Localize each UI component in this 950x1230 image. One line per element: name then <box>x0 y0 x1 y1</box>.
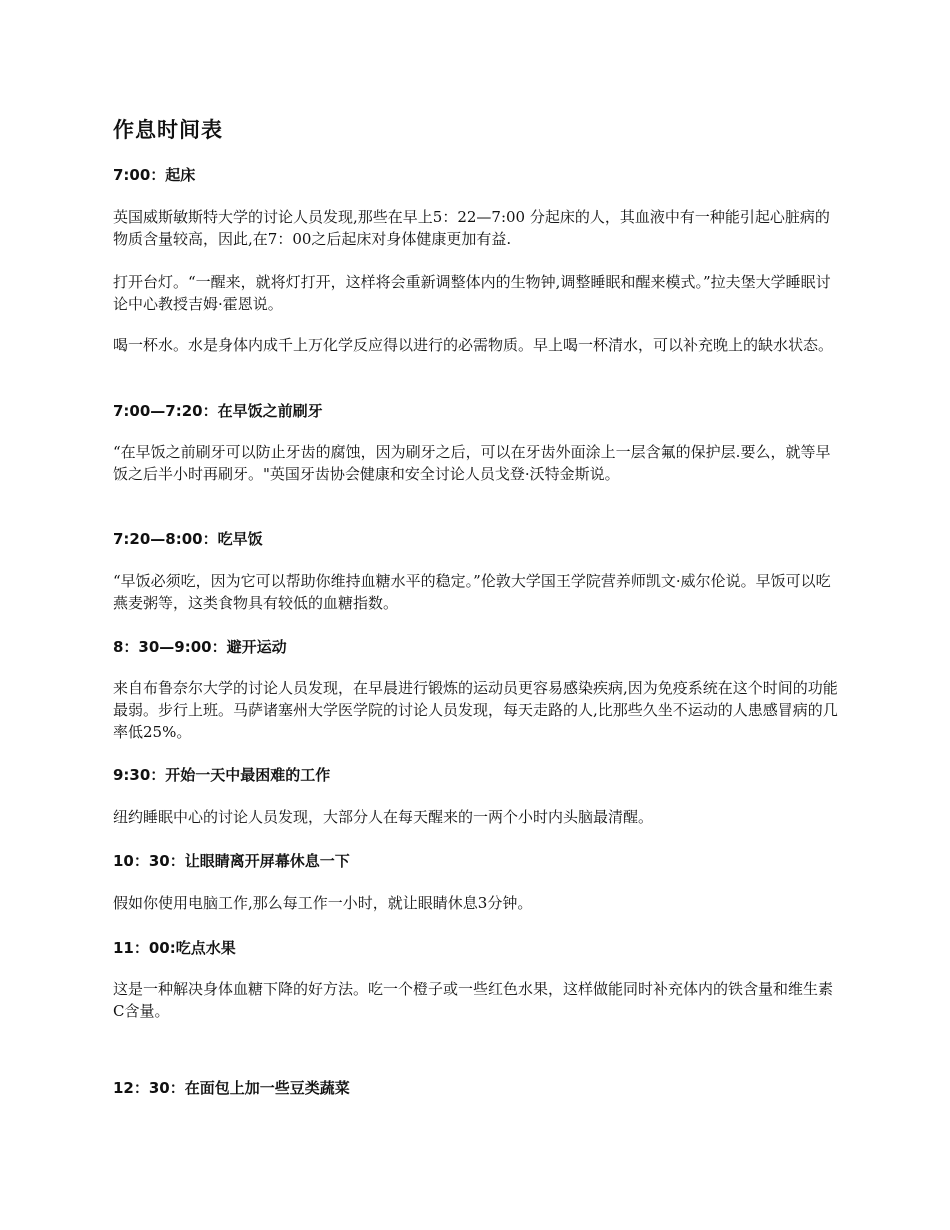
paragraph: 假如你使用电脑工作,那么每工作一小时，就让眼睛休息3分钟。 <box>113 894 533 912</box>
paragraph: “在早饭之前刷牙可以防止牙齿的腐蚀，因为刷牙之后，可以在牙齿外面涂上一层含氟的保护层.要么，就等早饭之后半小时再刷牙。"英国牙齿协会健康和安全讨论人员戈登·沃特金斯说。 <box>113 443 831 483</box>
section-heading: 9:30：开始一天中最困难的工作 <box>113 766 331 784</box>
section-heading: 8：30—9:00：避开运动 <box>113 638 287 656</box>
section-heading: 7:00—7:20：在早饭之前刷牙 <box>113 402 323 420</box>
paragraph: 英国威斯敏斯特大学的讨论人员发现,那些在早上5：22—7:00 分起床的人，其血液中有一种能引起心脏病的物质含量较高，因此,在7：00之后起床对身体健康更加有益. <box>113 208 830 248</box>
section-heading: 12：30：在面包上加一些豆类蔬菜 <box>113 1079 350 1097</box>
paragraph: “早饭必须吃，因为它可以帮助你维持血糖水平的稳定。”伦敦大学国王学院营养师凯文·威尔伦说。早饭可以吃燕麦粥等，这类食物具有较低的血糖指数。 <box>113 572 831 612</box>
paragraph: 来自布鲁奈尔大学的讨论人员发现，在早晨进行锻炼的运动员更容易感染疾病,因为免疫系统在这个时间的功能最弱。步行上班。马萨诸塞州大学医学院的讨论人员发现，每天走路的人,比那些久坐不运动的人患感冒病的几率低25%。 <box>113 679 838 741</box>
section-heading: 7:20—8:00：吃早饭 <box>113 530 263 548</box>
section-heading: 11：00:吃点水果 <box>113 939 236 957</box>
document-title: 作息时间表 <box>113 118 223 142</box>
paragraph: 打开台灯。“一醒来，就将灯打开，这样将会重新调整体内的生物钟,调整睡眠和醒来模式。”拉夫堡大学睡眠讨论中心教授吉姆·霍恩说。 <box>113 273 831 313</box>
paragraph: 喝一杯水。水是身体内成千上万化学反应得以进行的必需物质。早上喝一杯清水，可以补充晚上的缺水状态。 <box>113 336 834 354</box>
section-heading: 7:00：起床 <box>113 166 196 184</box>
section-heading: 10：30：让眼睛离开屏幕休息一下 <box>113 852 350 870</box>
paragraph: 纽约睡眠中心的讨论人员发现，大部分人在每天醒来的一两个小时内头脑最清醒。 <box>113 808 654 826</box>
paragraph: 这是一种解决身体血糖下降的好方法。吃一个橙子或一些红色水果，这样做能同时补充体内的铁含量和维生素C含量。 <box>113 980 834 1020</box>
